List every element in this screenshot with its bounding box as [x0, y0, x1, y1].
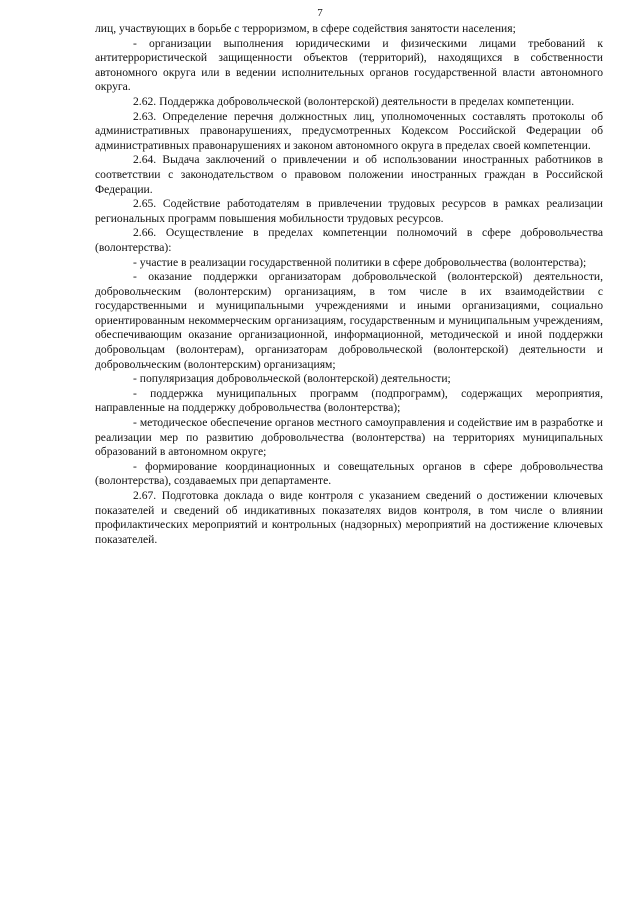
paragraph-2-64: 2.64. Выдача заключений о привлечении и об использовании иностранных работников в соответствии с законодательством о правовом положении иностранных граждан в Российской Федерации.: [95, 153, 603, 196]
list-item-municipal-programs: - поддержка муниципальных программ (подпрограмм), содержащих мероприятия, направленные на поддержку добровольчества (волонтерства);: [95, 386, 603, 415]
paragraph-2-62: 2.62. Поддержка добровольческой (волонтерской) деятельности в пределах компетенции.: [133, 94, 575, 108]
paragraph-2-65: 2.65. Содействие работодателям в привлечении трудовых ресурсов в рамках реализации региональных программ повышения мобильности трудовых ресурсов.: [95, 197, 603, 225]
paragraph-2-66: 2.66. Осуществление в пределах компетенции полномочий в сфере добровольчества (волонтерства):: [95, 226, 603, 254]
paragraph-terrorism-employment: лиц, участвующих в борьбе с терроризмом, в сфере содействия занятости населения;: [95, 22, 516, 35]
list-item-support-organizers: - оказание поддержки организаторам добровольческой (волонтерской) деятельности, добровольческим (волонтерским) организациям, в том числе в их взаимодействии с государственными и муниципальными учреждениями и иными организациями, социально ориентированным некоммерческим организациям, государственным и муниципальным учреждениям, обеспечивающим оказание организационной, информационной, методической и иной поддержки добровольцам (волонтерам), организаторам добровольческой (волонтерской) деятельности и добровольческим (волонтерским) организациям;: [95, 270, 603, 371]
list-item-state-policy: - участие в реализации государственной политики в сфере добровольчества (волонтерства);: [133, 255, 587, 269]
list-item-popularization: - популяризация добровольческой (волонтерской) деятельности;: [133, 372, 451, 386]
document-body: [95, 22, 603, 547]
paragraph-2-63: 2.63. Определение перечня должностных лиц, уполномоченных составлять протоколы об административных правонарушениях, предусмотренных Кодексом Российской Федерации об административных правонарушениях и законом автономного округа в пределах своей компетенции.: [95, 109, 603, 152]
paragraph-antiterror-requirements: - организации выполнения юридическими и физическими лицами требований к антитеррористической защищенности объектов (территорий), находящихся в собственности автономного округа или в ведении исполнительных органов государственной власти автономного округа.: [95, 36, 603, 94]
page-number: 7: [317, 7, 323, 19]
paragraph-2-67: 2.67. Подготовка доклада о виде контроля с указанием сведений о достижении ключевых показателей и сведений об индикативных показателях видов контроля, в том числе о влиянии профилактических мероприятий и контрольных (надзорных) мероприятий на достижение ключевых показателей.: [95, 489, 603, 546]
list-item-methodical-support: - методическое обеспечение органов местного самоуправления и содействие им в разработке и реализации мер по развитию добровольчества (волонтерства) на территориях муниципальных образований в автономном округе;: [95, 416, 603, 459]
list-item-coordination-bodies: - формирование координационных и совещательных органов в сфере добровольчества (волонтерства), создаваемых при департаменте.: [95, 459, 603, 488]
